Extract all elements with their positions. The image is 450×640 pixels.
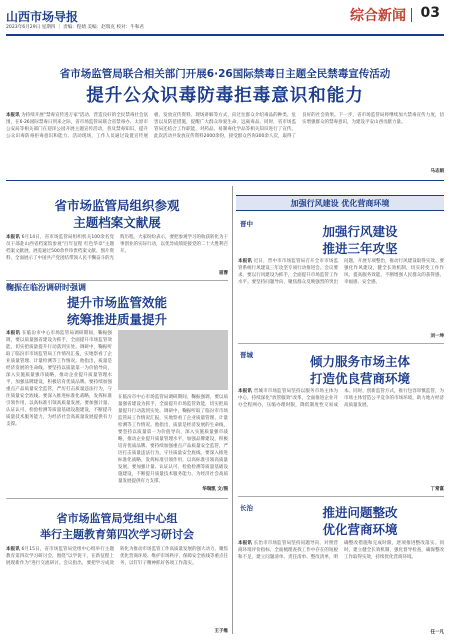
quality-body-left (6, 330, 112, 484)
lead-body (6, 112, 444, 168)
quality-photo (118, 330, 228, 390)
issue-meta: 2023年6月29日 星期四 ｜ 责编：程婧 美编：赵瑞克 校对：牛和君 (6, 25, 145, 30)
newspaper-name: 山西市场导报 (6, 10, 79, 24)
section-divider (411, 8, 412, 22)
jinzhong-headline-2: 推进三年攻坚 (322, 241, 398, 256)
jincheng-author: 丁常富 (430, 487, 444, 492)
archive-body (6, 234, 228, 270)
jincheng-byline: 本报讯 (238, 389, 253, 394)
region-label-jinzhong: 晋中 (240, 220, 253, 228)
changzhi-headline-1: 推进问题整改 (322, 505, 398, 520)
page-number: 03 (420, 5, 440, 21)
panel-title: 加强行风建设 优化营商环境 (290, 199, 390, 208)
quality-body-right (118, 394, 228, 484)
changzhi-text: 长治市市场监管局坚持问题导向，对照营商环境评价指标，全面梳理查找工作中存在的短板和不足，建立问题清单、责任清单、整改清单，明确整改措施和完成时限，逐项推进整改落实。同时，建立健全长效机制，强化督导检查，确保整改工作取得实效，持续优化营商环境。 (238, 541, 444, 560)
archive-text: 6月14日，省市场监管局组织机关100余名党员干部赴山西省档案馆参观"百年征程 红色华章"主题档案文献展。展览通过500余件珍贵档案文献、图片资料，全面展示了中国共产党团结带领人民不懈奋斗的光辉历程。大家纷纷表示，要把参观学习的收获转化为干事创业的实际行动，以优异成绩迎接党的二十大胜利召开。 (6, 235, 228, 261)
lead-byline: 本报讯 (6, 113, 20, 118)
jinzhong-body (238, 258, 444, 332)
party-headline-1: 省市场监管局党组中心组 (56, 512, 178, 525)
changzhi-author: 任一凡 (430, 630, 444, 635)
changzhi-headline-2: 优化营商环境 (322, 522, 398, 537)
jincheng-bottom-rule (238, 496, 444, 497)
section-name: 综合新闻 (350, 8, 406, 24)
quality-headline-1: 提升市场监管效能 (66, 295, 167, 310)
archive-byline: 本报讯 (6, 235, 21, 240)
party-headline-2: 举行主题教育第四次学习研讨会 (40, 528, 194, 541)
lead-kicker: 省市场监管局联合相关部门开展6·26国际禁毒日主题全民禁毒宣传活动 (59, 68, 391, 80)
quality-text: 在临汾市中心市场监管局调研期间，鞠振强调，要以质量强省建设为抓手，全面提升市场监管效能，切实把质量提升行动落到实处。调研中，鞠振听取了临汾市市场监管局工作情况汇报，实地察看了企业质量管理、计量检测等工作情况。他指出，质量是经济发展的生命线，要坚持以质量第一为价值导向，深入实施质量强市战略，推动企业提升质量管理水平，加强品牌建设，积极培育优质品牌。要持续加强重点产品质量安全监管，严厉打击质量违法行为，守住质量安全底线。要深入推进标准化战略，发挥标准引领作用，以高标准引领高质量发展。要加强计量、认证认可、检验检测等质量基础设施建设，不断提升质量技术服务能力，为经济社会高质量发展提供有力支撑。 (6, 331, 112, 427)
jinzhong-author: 刘一坤 (430, 334, 444, 339)
jinzhong-text: 近日，晋中市市场监管局召开全市市场监管系统行风建设三年攻坚专项行动推进会。会议要求，要以行风建设为抓手，全面提升市场监管工作水平。要坚持问题导向，聚焦群众反映强烈的突出问题，开展专项整治，推动行风建设取得实效。要强化作风建设，健全长效机制，切实转变工作作风，提高服务效能，不断增强人民群众的获得感、幸福感、安全感。 (238, 259, 444, 285)
lead-text: 为持续开展"禁毒宣传进万家"活动，营造良好的全民禁毒社会氛围，在6·26国际禁毒日到来之际，省市场监管局联合省禁毒办、太原市公安局等相关部门在迎泽公园开展主题宣传活动，普及禁毒知识，提升公众识毒防毒拒毒意识和能力。活动现场，工作人员通过设置宣传展板、发放宣传资料、现场讲解等方式，向过往群众介绍毒品的种类、危害以及防范措施，提醒广大群众珍爱生命、远离毒品。同时，省市场监管局还结合工作职能，对药品、易制毒化学品等相关知识进行了宣传。此次活动共发放宣传资料2000余份，接受群众咨询300余人次，取得了良好的社会效果。下一步，省市场监管局将继续加大禁毒宣传力度，切实增强群众的禁毒意识，为建设平安山西贡献力量。 (6, 113, 444, 139)
quality-byline: 本报讯 (6, 331, 21, 336)
quality-headline-2: 统筹推进质量提升 (66, 312, 167, 327)
changzhi-body (238, 540, 444, 628)
region-label-jincheng: 晋城 (240, 351, 253, 359)
quality-kicker: 鞠振在临汾调研时强调 (6, 283, 86, 292)
party-body (6, 546, 228, 626)
jinzhong-byline: 本报讯 (238, 259, 253, 264)
jinzhong-headline-1: 加强行风建设 (322, 224, 398, 239)
lead-headline: 提升公众识毒防毒拒毒意识和能力 (86, 86, 364, 106)
quality-bottom-rule (6, 498, 228, 499)
party-byline: 本报讯 (6, 547, 20, 552)
quality-author: 华瑞凯 文/图 (202, 487, 228, 492)
lead-author: 马志娟 (430, 169, 444, 174)
jincheng-headline-2: 打造优良营商环境 (309, 371, 410, 386)
quality-text-continued: 在临汾市中心市场监管局调研期间，鞠振强调，要以质量强省建设为抓手，全面提升市场监管效能，切实把质量提升行动落到实处。调研中，鞠振听取了临汾市市场监管局工作情况汇报，实地察看了企业质量管理、计量检测等工作情况。他指出，质量是经济发展的生命线，要坚持以质量第一为价值导向，深入实施质量强市战略，推动企业提升质量管理水平，加强品牌建设，积极培育优质品牌。要持续加强重点产品质量安全监管，严厉打击质量违法行为，守住质量安全底线。要深入推进标准化战略，发挥标准引领作用，以高标准引领高质量发展。要加强计量、认证认可、检验检测等质量基础设施建设，不断提升质量技术服务能力，为经济社会高质量发展提供有力支撑。 (118, 395, 228, 484)
jincheng-headline-1: 倾力服务市场主体 (309, 354, 410, 369)
archive-headline-2: 主题档案文献展 (73, 215, 161, 230)
changzhi-byline: 本报讯 (238, 541, 253, 546)
jincheng-body (238, 388, 444, 484)
section-header (336, 5, 444, 29)
masthead-rule (6, 34, 444, 36)
archive-author: 屈蓉 (219, 271, 228, 276)
archive-headline-1: 省市场监管局组织参观 (54, 198, 180, 213)
party-text: 6月15日，省市场监管局党组中心组举行主题教育第四次学习研讨会，围绕"以学促干，在新征程上展现新作为"进行交流研讨。会议指出，要把学习成效转化为推动市场监管工作高质量发展的强大动力，聚焦优化营商环境、维护市场秩序、保障安全底线等重点任务，以钉钉子精神抓好各项工作落实。 (6, 547, 228, 566)
lead-bottom-rule (6, 180, 444, 181)
jinzhong-bottom-rule (238, 343, 444, 344)
region-label-changzhi: 长治 (240, 504, 253, 512)
archive-bottom-rule (6, 280, 228, 281)
panel-header (236, 195, 444, 211)
party-author: 王子维 (214, 629, 228, 634)
column-divider (232, 186, 233, 634)
jincheng-text: 晋城市市场监管局坚持以服务市场主体为中心，持续深化"放管服效"改革，全面推进企业开办全程网办，压缩办理时限，降低制度性交易成本。同时，创新监管方式，推行包容审慎监管，为市场主体营造公平竞争的市场环境，助力地方经济高质量发展。 (238, 389, 444, 408)
